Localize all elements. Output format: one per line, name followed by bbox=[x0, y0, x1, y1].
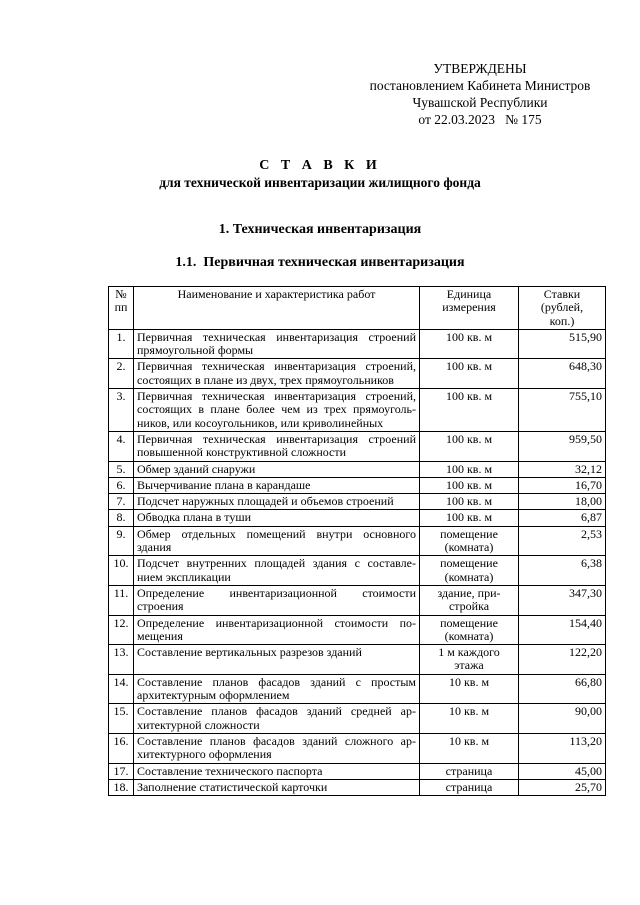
row-rate: 66,80 bbox=[519, 674, 606, 704]
table-row bbox=[109, 329, 606, 359]
table-row bbox=[109, 556, 606, 586]
document-subtitle: для технической инвентаризации жилищного фонда bbox=[159, 175, 481, 190]
row-name: Определение инвентаризационной стоимости по-мещения bbox=[134, 615, 420, 645]
row-rate: 113,20 bbox=[519, 733, 606, 763]
row-num: 4. bbox=[109, 431, 134, 461]
row-unit: 1 м каждого этажа bbox=[420, 645, 519, 675]
row-unit: здание, при-стройка bbox=[420, 585, 519, 615]
row-name: Обмер отдельных помещений внутри основного здания bbox=[134, 526, 420, 556]
row-name: Вычерчивание плана в карандаше bbox=[134, 477, 420, 493]
row-num: 9. bbox=[109, 526, 134, 556]
row-name: Первичная техническая инвентаризация строений прямоугольной формы bbox=[134, 329, 420, 359]
table-row bbox=[109, 526, 606, 556]
row-name: Составление технического паспорта bbox=[134, 763, 420, 779]
row-num: 7. bbox=[109, 494, 134, 510]
table-row bbox=[109, 389, 606, 432]
row-unit: 10 кв. м bbox=[420, 733, 519, 763]
section-heading: 1. Техническая инвентаризация bbox=[218, 222, 422, 237]
document-title: С Т А В К И bbox=[259, 158, 381, 173]
row-rate: 45,00 bbox=[519, 763, 606, 779]
row-name: Определение инвентаризационной стоимости строения bbox=[134, 585, 420, 615]
row-rate: 515,90 bbox=[519, 329, 606, 359]
row-num: 13. bbox=[109, 645, 134, 675]
row-name: Составление планов фасадов зданий средней ар-хитектурной сложности bbox=[134, 704, 420, 734]
row-rate: 32,12 bbox=[519, 461, 606, 477]
row-num: 11. bbox=[109, 585, 134, 615]
row-unit: 100 кв. м bbox=[420, 510, 519, 526]
approval-block bbox=[350, 60, 610, 128]
row-unit: 100 кв. м bbox=[420, 431, 519, 461]
row-num: 15. bbox=[109, 704, 134, 734]
subsection-heading: 1.1. Первичная техническая инвентаризация bbox=[175, 255, 465, 270]
approval-line-1: УТВЕРЖДЕНЫ bbox=[433, 61, 527, 76]
row-rate: 90,00 bbox=[519, 704, 606, 734]
row-num: 1. bbox=[109, 329, 134, 359]
table-row bbox=[109, 359, 606, 389]
row-unit: 100 кв. м bbox=[420, 477, 519, 493]
row-num: 16. bbox=[109, 733, 134, 763]
row-unit: помещение (комната) bbox=[420, 615, 519, 645]
header-rate: Ставки (рублей, коп.) bbox=[519, 287, 606, 330]
row-name: Подсчет внутренних площадей здания с составле-нием экспликации bbox=[134, 556, 420, 586]
row-name: Первичная техническая инвентаризация строений, состоящих в плане более чем из трех прямоуголь-ников, или косоугольников, или криволинейных bbox=[134, 389, 420, 432]
row-unit: 100 кв. м bbox=[420, 389, 519, 432]
row-rate: 2,53 bbox=[519, 526, 606, 556]
row-num: 5. bbox=[109, 461, 134, 477]
table-row bbox=[109, 779, 606, 795]
row-unit: 100 кв. м bbox=[420, 359, 519, 389]
row-name: Первичная техническая инвентаризация строений, состоящих в плане из двух, трех прямоугольников bbox=[134, 359, 420, 389]
row-rate: 648,30 bbox=[519, 359, 606, 389]
row-rate: 25,70 bbox=[519, 779, 606, 795]
row-unit: 100 кв. м bbox=[420, 329, 519, 359]
table-row bbox=[109, 461, 606, 477]
row-num: 6. bbox=[109, 477, 134, 493]
row-unit: 10 кв. м bbox=[420, 674, 519, 704]
table-row bbox=[109, 510, 606, 526]
header-unit: Единица измерения bbox=[420, 287, 519, 330]
row-name: Составление планов фасадов зданий с простым архитектурным оформлением bbox=[134, 674, 420, 704]
row-num: 14. bbox=[109, 674, 134, 704]
row-rate: 122,20 bbox=[519, 645, 606, 675]
row-rate: 755,10 bbox=[519, 389, 606, 432]
row-name: Заполнение статистической карточки bbox=[134, 779, 420, 795]
row-unit: страница bbox=[420, 763, 519, 779]
table-row bbox=[109, 431, 606, 461]
row-num: 3. bbox=[109, 389, 134, 432]
row-rate: 6,38 bbox=[519, 556, 606, 586]
row-name: Обводка плана в туши bbox=[134, 510, 420, 526]
table-row bbox=[109, 763, 606, 779]
table-row bbox=[109, 585, 606, 615]
row-num: 17. bbox=[109, 763, 134, 779]
approval-line-4: от 22.03.2023 № 175 bbox=[418, 112, 542, 127]
row-num: 2. bbox=[109, 359, 134, 389]
rates-table bbox=[108, 286, 606, 796]
row-unit: 10 кв. м bbox=[420, 704, 519, 734]
table-row bbox=[109, 615, 606, 645]
row-unit: 100 кв. м bbox=[420, 461, 519, 477]
header-num: № пп bbox=[109, 287, 134, 330]
row-num: 8. bbox=[109, 510, 134, 526]
row-name: Первичная техническая инвентаризация строений повышенной конструктивной сложности bbox=[134, 431, 420, 461]
row-rate: 6,87 bbox=[519, 510, 606, 526]
table-row bbox=[109, 733, 606, 763]
row-num: 12. bbox=[109, 615, 134, 645]
table-row bbox=[109, 645, 606, 675]
header-name: Наименование и характеристика работ bbox=[134, 287, 420, 330]
table-row bbox=[109, 477, 606, 493]
table-header-row bbox=[109, 287, 606, 330]
table-row bbox=[109, 494, 606, 510]
row-unit: помещение (комната) bbox=[420, 556, 519, 586]
row-rate: 18,00 bbox=[519, 494, 606, 510]
row-rate: 154,40 bbox=[519, 615, 606, 645]
row-unit: помещение (комната) bbox=[420, 526, 519, 556]
row-unit: 100 кв. м bbox=[420, 494, 519, 510]
row-unit: страница bbox=[420, 779, 519, 795]
row-name: Составление вертикальных разрезов зданий bbox=[134, 645, 420, 675]
table-row bbox=[109, 704, 606, 734]
row-num: 10. bbox=[109, 556, 134, 586]
approval-line-2: постановлением Кабинета Министров bbox=[369, 78, 591, 93]
row-num: 18. bbox=[109, 779, 134, 795]
approval-line-3: Чувашской Республики bbox=[412, 95, 548, 110]
row-rate: 16,70 bbox=[519, 477, 606, 493]
row-name: Составление планов фасадов зданий сложного ар-хитектурного оформления bbox=[134, 733, 420, 763]
row-name: Подсчет наружных площадей и объемов строений bbox=[134, 494, 420, 510]
row-rate: 347,30 bbox=[519, 585, 606, 615]
row-rate: 959,50 bbox=[519, 431, 606, 461]
row-name: Обмер зданий снаружи bbox=[134, 461, 420, 477]
table-row bbox=[109, 674, 606, 704]
